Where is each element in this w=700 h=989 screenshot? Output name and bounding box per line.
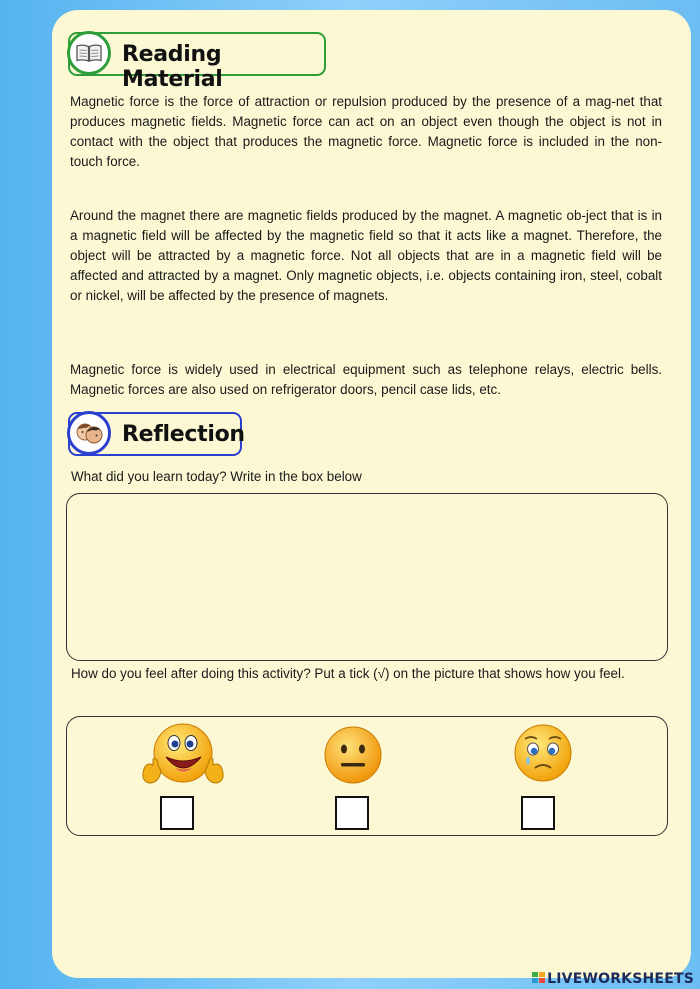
reflection-header: [68, 412, 245, 456]
neutral-face-emoji: [323, 725, 383, 785]
worksheet-page: [52, 10, 691, 978]
tick-box-neutral[interactable]: [335, 796, 369, 830]
liveworksheets-logo-icon: [532, 972, 546, 984]
feelings-box: [66, 716, 668, 836]
tick-box-happy[interactable]: [160, 796, 194, 830]
answer-textbox[interactable]: [66, 493, 668, 661]
question-feel: How do you feel after doing this activity? Put a tick (√) on the picture that shows how you feel.: [71, 666, 625, 681]
liveworksheets-logo-text: LIVEWORKSHEETS: [547, 971, 694, 987]
happy-thumbs-up-emoji: [139, 721, 227, 791]
sad-face-emoji: [513, 723, 573, 783]
book-icon: [67, 31, 111, 75]
tick-box-sad[interactable]: [521, 796, 555, 830]
reading-material-header: [68, 32, 326, 92]
reading-paragraph-1: Magnetic force is the force of attraction or repulsion produced by the presence of a mag-net that produces magnetic fields. Magnetic force can act on an object even though the object is not in contact with the object that produces the magnetic force. Magnetic force is included in the non-touch force.: [70, 94, 662, 169]
thinking-faces-icon: [67, 411, 111, 455]
reading-paragraph-2: Around the magnet there are magnetic fields produced by the magnet. A magnetic ob-ject that is in a magnetic field will be affected by the magnetic field so that it acts like a magnet. Therefore, the object will be attracted by a magnetic force. Not all objects that are in a magnetic field will be affected and attracted by a magnet. Only magnetic objects, i.e. objects containing iron, steel, cobalt or nickel, will be affected by the presence of magnets.: [70, 208, 662, 303]
question-learn: What did you learn today? Write in the box below: [71, 469, 362, 484]
reading-paragraph-3: Magnetic force is widely used in electrical equipment such as telephone relays, electric bells. Magnetic forces are also used on refrigerator doors, pencil case lids, etc.: [70, 362, 662, 397]
reflection-title: Reflection: [122, 422, 245, 447]
reading-material-title: Reading Material: [122, 42, 223, 92]
liveworksheets-logo: [532, 971, 694, 987]
